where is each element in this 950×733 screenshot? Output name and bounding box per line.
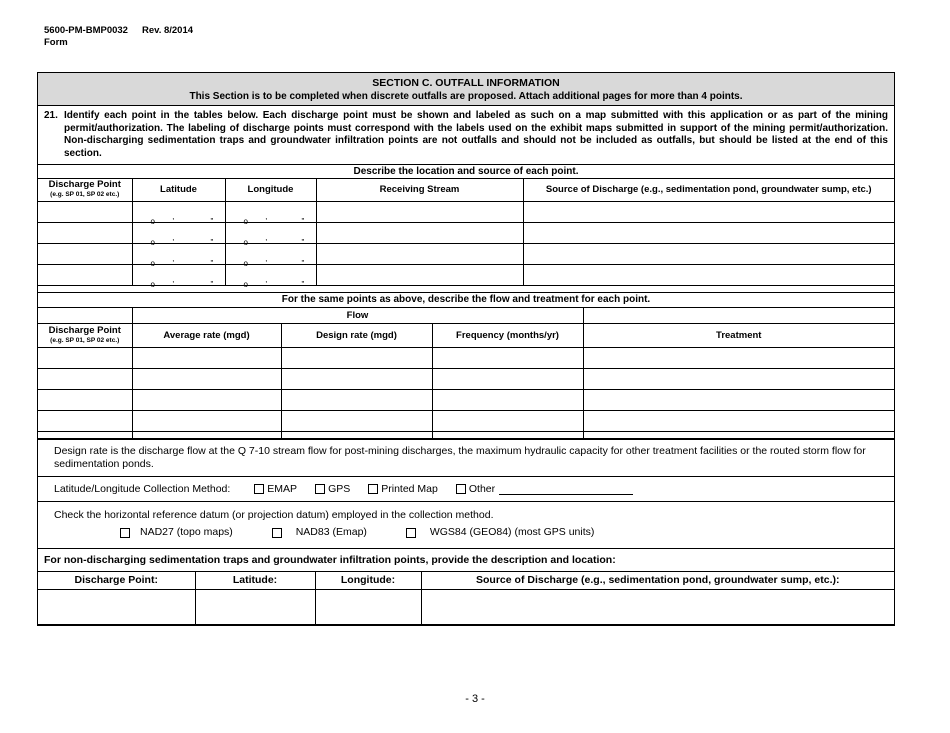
source-header: Source of Discharge (e.g., sedimentation pond, groundwater sump, etc.) — [523, 178, 894, 201]
datum-option-wgs84[interactable]: WGS84 (GEO84) (most GPS units) — [406, 524, 595, 541]
nd-discharge-point-header: Discharge Point: — [38, 572, 195, 590]
receiving-stream-input[interactable] — [316, 201, 523, 222]
average-rate-input[interactable] — [132, 348, 281, 369]
treatment-input[interactable] — [583, 348, 894, 369]
collection-option-emap[interactable]: EMAP — [254, 483, 297, 495]
nd-longitude-header: Longitude: — [315, 572, 421, 590]
discharge-point-input[interactable] — [38, 411, 132, 432]
checkbox[interactable] — [272, 528, 282, 538]
average-rate-input[interactable] — [132, 369, 281, 390]
discharge-point-input[interactable] — [38, 201, 132, 222]
discharge-point-input[interactable] — [38, 264, 132, 285]
datum-option-nad83[interactable]: NAD83 (Emap) — [272, 524, 367, 541]
receiving-stream-input[interactable] — [316, 264, 523, 285]
table-row — [38, 369, 894, 390]
table-row — [38, 590, 894, 625]
treatment-input[interactable] — [583, 390, 894, 411]
collection-option-printed-map[interactable]: Printed Map — [368, 483, 438, 495]
table-row — [38, 222, 894, 243]
average-rate-header: Average rate (mgd) — [132, 324, 281, 348]
average-rate-input[interactable] — [132, 411, 281, 432]
form-id: 5600-PM-BMP0032 — [44, 25, 128, 36]
frequency-input[interactable] — [432, 411, 583, 432]
source-input[interactable] — [523, 201, 894, 222]
datum-option-nad27[interactable]: NAD27 (topo maps) — [120, 524, 233, 541]
instruction-number: 21. — [44, 110, 58, 121]
flow-table — [38, 293, 894, 440]
receiving-stream-input[interactable] — [316, 243, 523, 264]
collection-method-row — [38, 477, 894, 502]
non-discharging-title: For non-discharging sedimentation traps and groundwater infiltration points, provide the description and location: — [38, 549, 894, 572]
collection-method-label: Latitude/Longitude Collection Method: — [54, 483, 231, 495]
nd-latitude-input[interactable] — [195, 590, 315, 625]
location-table-caption: Describe the location and source of each point. — [38, 165, 894, 178]
table-row — [38, 201, 894, 222]
table-row — [38, 243, 894, 264]
receiving-stream-header: Receiving Stream — [316, 178, 523, 201]
section-title: SECTION C. OUTFALL INFORMATION — [372, 77, 560, 89]
treatment-input[interactable] — [583, 411, 894, 432]
frequency-header: Frequency (months/yr) — [432, 324, 583, 348]
instruction-text: Identify each point in the tables below. Each discharge point must be shown and labeled as such on a map submitted with this application or as part of the mining permit/authorization. The labeling of discharge points must correspond with the labels used on the exhibit maps submitted in support of the mining permit/authorization. Non-discharging sedimentation traps and groundwater infiltration points are not outfalls and should not be included as outfalls, but should be listed at the end of this section. — [64, 110, 888, 159]
spacer-row — [38, 432, 894, 439]
section-title-bar — [38, 73, 894, 106]
latitude-input[interactable]: o ' " — [132, 243, 225, 264]
longitude-header: Longitude — [225, 178, 316, 201]
non-discharging-table — [38, 572, 894, 626]
discharge-point-header: Discharge Point (e.g. SP 01, SP 02 etc.) — [38, 178, 132, 201]
checkbox[interactable] — [406, 528, 416, 538]
receiving-stream-input[interactable] — [316, 222, 523, 243]
checkbox[interactable] — [368, 484, 378, 494]
section-subtitle: This Section is to be completed when discrete outfalls are proposed. Attach additional pages for more than 4 points. — [189, 91, 743, 102]
average-rate-input[interactable] — [132, 390, 281, 411]
form-revision: Rev. 8/2014 — [141, 25, 194, 36]
source-input[interactable] — [523, 222, 894, 243]
flow-table-caption: For the same points as above, describe the flow and treatment for each point. — [38, 293, 894, 308]
discharge-point-input[interactable] — [38, 369, 132, 390]
checkbox[interactable] — [315, 484, 325, 494]
longitude-input[interactable]: o ' " — [225, 222, 316, 243]
frequency-input[interactable] — [432, 369, 583, 390]
checkbox[interactable] — [456, 484, 466, 494]
latitude-input[interactable]: o ' " — [132, 264, 225, 285]
discharge-point-input[interactable] — [38, 390, 132, 411]
latitude-input[interactable]: o ' " — [132, 222, 225, 243]
form-label: Form — [44, 37, 68, 48]
page-number: - 3 - — [465, 693, 485, 705]
nd-discharge-point-input[interactable] — [38, 590, 195, 625]
nd-latitude-header: Latitude: — [195, 572, 315, 590]
design-rate-header: Design rate (mgd) — [281, 324, 432, 348]
discharge-point-header: Discharge Point (e.g. SP 01, SP 02 etc.) — [38, 324, 132, 348]
spacer-row — [38, 285, 894, 292]
design-rate-input[interactable] — [281, 390, 432, 411]
frequency-input[interactable] — [432, 390, 583, 411]
datum-row — [38, 502, 894, 549]
checkbox[interactable] — [120, 528, 130, 538]
collection-option-other[interactable]: Other — [456, 483, 633, 495]
table-row — [38, 411, 894, 432]
discharge-point-example: (e.g. SP 01, SP 02 etc.) — [50, 336, 120, 344]
longitude-input[interactable]: o ' " — [225, 264, 316, 285]
discharge-point-input[interactable] — [38, 243, 132, 264]
table-row — [38, 264, 894, 285]
nd-source-input[interactable] — [421, 590, 894, 625]
design-rate-input[interactable] — [281, 411, 432, 432]
latitude-header: Latitude — [132, 178, 225, 201]
discharge-point-input[interactable] — [38, 348, 132, 369]
nd-longitude-input[interactable] — [315, 590, 421, 625]
source-input[interactable] — [523, 243, 894, 264]
discharge-point-example: (e.g. SP 01, SP 02 etc.) — [50, 190, 120, 198]
longitude-input[interactable]: o ' " — [225, 201, 316, 222]
design-rate-input[interactable] — [281, 348, 432, 369]
design-rate-note: Design rate is the discharge flow at the Q 7-10 stream flow for post-mining discharges, the maximum hydraulic capacity for other treatment facilities or the routed storm flow for sedimentation ponds. — [38, 439, 894, 477]
treatment-header: Treatment — [583, 324, 894, 348]
form-header — [44, 25, 193, 49]
datum-question: Check the horizontal reference datum (or projection datum) employed in the collection method. — [54, 509, 494, 521]
collection-option-gps[interactable]: GPS — [315, 483, 350, 495]
location-table — [38, 165, 894, 293]
longitude-input[interactable]: o ' " — [225, 243, 316, 264]
checkbox[interactable] — [254, 484, 264, 494]
design-rate-input[interactable] — [281, 369, 432, 390]
latitude-input[interactable]: o ' " — [132, 201, 225, 222]
other-method-input[interactable] — [499, 484, 633, 495]
instruction-block — [38, 106, 894, 165]
table-row — [38, 390, 894, 411]
section-c-form — [37, 72, 895, 626]
source-input[interactable] — [523, 264, 894, 285]
nd-source-header: Source of Discharge (e.g., sedimentation pond, groundwater sump, etc.): — [421, 572, 894, 590]
flow-header: Flow — [132, 308, 583, 324]
treatment-input[interactable] — [583, 369, 894, 390]
discharge-point-input[interactable] — [38, 222, 132, 243]
table-row — [38, 348, 894, 369]
frequency-input[interactable] — [432, 348, 583, 369]
